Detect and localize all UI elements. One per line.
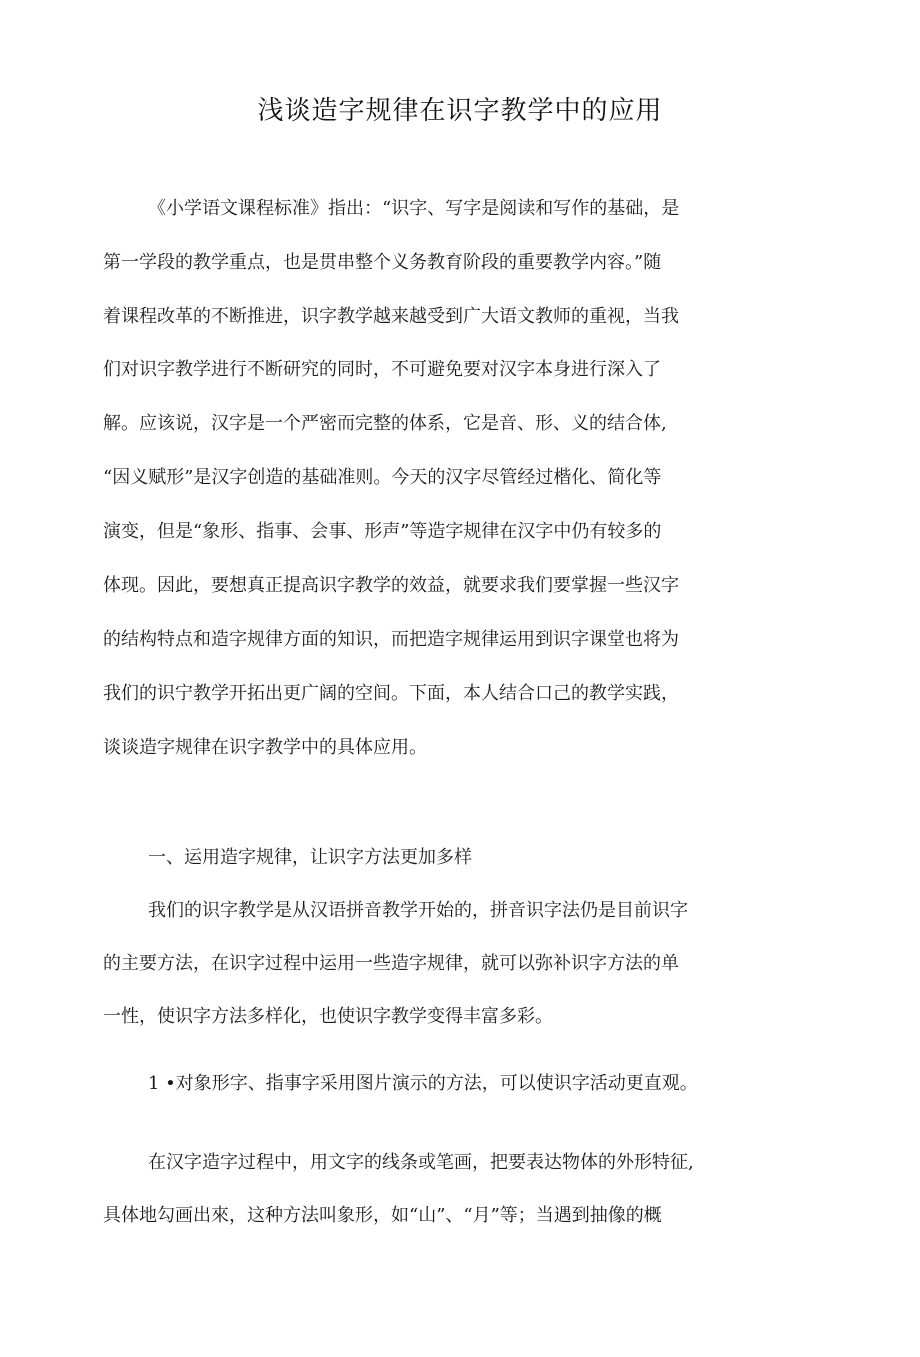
intro-line: 着课程改革的不断推进，识字教学越来越受到广大语文教师的重视，当我 [103, 306, 679, 327]
intro-line: 体现。因此，要想真正提高识字教学的效益，就要求我们要掌握一些汉字 [103, 575, 679, 596]
intro-line: 演变，但是“象形、指事、会事、形声”等造字规律在汉字中仍有较多的 [103, 521, 662, 542]
section-line: 我们的识字教学是从汉语拼音教学开始的，拼音识字法仍是目前识字 [148, 900, 688, 921]
intro-line: 解。应该说，汉字是一个严密而完整的体系，它是音、形、义的结合体, [103, 413, 667, 434]
intro-line: 的结构特点和造字规律方面的知识，而把造字规律运用到识字课堂也将为 [103, 629, 679, 650]
intro-line: 《小学语文课程标准》指出：“识字、写字是阅读和写作的基础，是 [148, 198, 680, 219]
para-line: 在汉字造字过程中，用文字的线条或笔画，把要表达物体的外形特征, [148, 1152, 694, 1173]
section-heading: 一、运用造字规律，让识字方法更加多样 [148, 847, 472, 868]
section-line: 一性，使识字方法多样化，也使识字教学变得丰富多彩。 [103, 1006, 553, 1027]
section-line: 的主要方法，在识字过程中运用一些造字规律，就可以弥补识字方法的单 [103, 953, 679, 974]
intro-line: 谈谈造字规律在识字教学中的具体应用。 [103, 737, 427, 758]
document-title: 浅谈造字规律在识字教学中的应用 [257, 96, 663, 126]
para-line: 具体地勾画出來，这种方法叫象形，如“山”、“月”等；当遇到抽像的概 [103, 1205, 662, 1226]
intro-line: 们对识字教学进行不断研究的同时，不可避免要对汉字本身进行深入了 [103, 359, 661, 380]
intro-line: “因义赋形”是汉字创造的基础准则。今天的汉字尽管经过楷化、简化等 [103, 467, 662, 488]
intro-line: 第一学段的教学重点，也是贯串整个义务教育阶段的重要教学内容。”随 [103, 252, 662, 273]
subheading: 1 •对象形字、指事字采用图片演示的方法，可以使识字活动更直观。 [148, 1073, 698, 1094]
intro-line: 我们的识宁教学开拓出更广阔的空间。下面，本人结合口己的教学实践， [103, 683, 679, 704]
